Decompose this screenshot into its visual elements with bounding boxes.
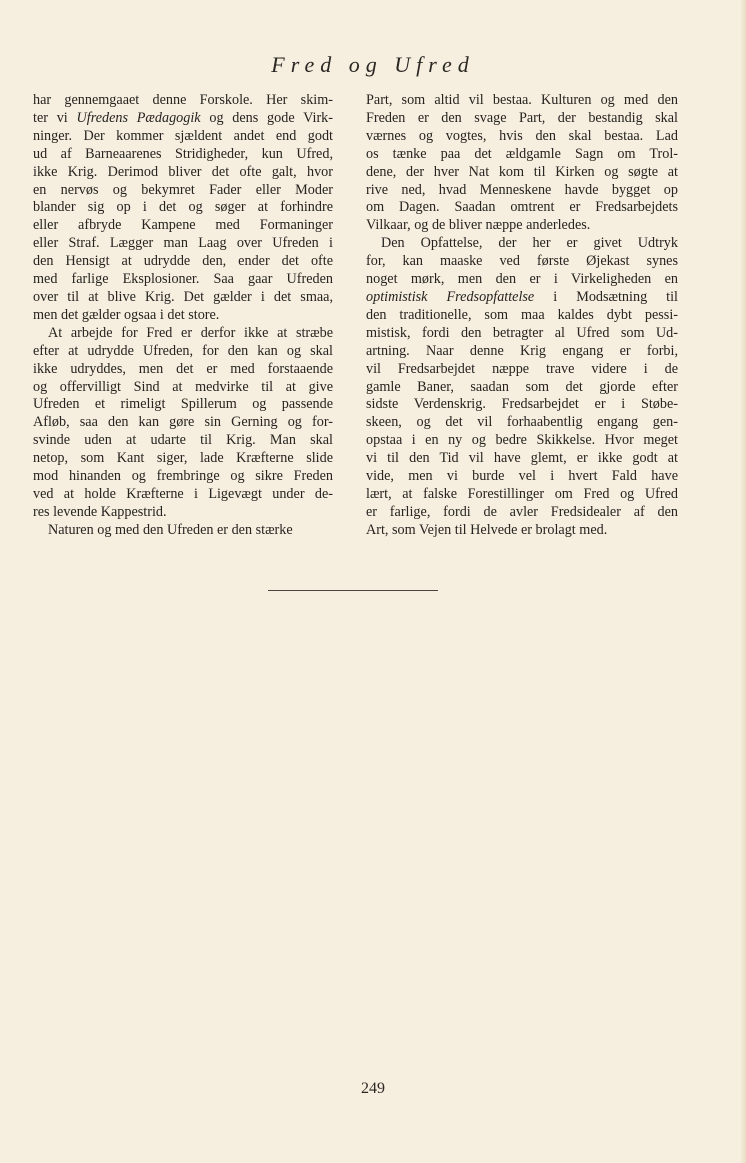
text-line: en nervøs og bekymret Fader eller Moder xyxy=(33,181,333,198)
text-line: opstaa i en ny og bedre Skikkelse. Hvor meget xyxy=(366,432,678,449)
text-line: mistisk, fordi den betragter al Ufred som Ud- xyxy=(366,324,678,341)
text-line: Den Opfattelse, der her er givet Udtryk xyxy=(381,235,678,252)
text-line: Afløb, saa den kan gøre sin Gerning og for- xyxy=(33,414,333,431)
text-line: eller afbryde Kampene med Formaninger xyxy=(33,217,333,234)
text-line: ninger. Der kommer sjældent andet end godt xyxy=(33,127,333,144)
text-line: værnes og vogtes, hvis den skal bestaa. Lad xyxy=(366,127,678,144)
running-title: Fred og Ufred xyxy=(271,52,475,77)
text-line: artning. Naar denne Krig engang er forbi, xyxy=(366,342,678,359)
text-line: blander sig op i det og søger at forhindre xyxy=(33,199,333,216)
text-line: noget mørk, men den er i Virkeligheden en xyxy=(366,271,678,288)
text-line: efter at udrydde Ufreden, for den kan og skal xyxy=(33,342,333,359)
page-edge-shadow xyxy=(740,0,746,1163)
text-line: om Dagen. Saadan omtrent er Fredsarbejdets xyxy=(366,199,678,216)
text-line: Ufreden et rimeligt Spillerum og passende xyxy=(33,396,333,413)
text-line: over til at blive Krig. Det gælder i det smaa, xyxy=(33,288,333,305)
text-line: for, kan maaske ved første Øjekast synes xyxy=(366,253,678,270)
text-line: har gennemgaaet denne Forskole. Her skim- xyxy=(33,92,333,108)
text-line: eller Straf. Lægger man Laag over Ufreden i xyxy=(33,235,333,252)
page-number: 249 xyxy=(361,1080,385,1097)
left-text-column xyxy=(33,92,333,540)
text-line: optimistisk Fredsopfattelse i Modsætning til xyxy=(366,288,678,305)
text-line: vi til den Tid vil have glemt, er ikke godt at xyxy=(366,450,678,467)
text-line: Vilkaar, og de bliver næppe anderledes. xyxy=(366,217,591,234)
text-line: rive ned, hvad Menneskene havde bygget op xyxy=(366,181,678,198)
text-line: At arbejde for Fred er derfor ikke at stræbe xyxy=(48,324,333,341)
text-line: med farlige Eksplosioner. Saa gaar Ufreden xyxy=(33,271,333,288)
text-line: vide, men vi burde vel i hvert Fald have xyxy=(366,468,678,485)
text-line: vil Fredsarbejdet næppe trave videre i de xyxy=(366,360,678,377)
text-line: res levende Kappestrid. xyxy=(33,503,167,520)
section-divider xyxy=(268,590,438,591)
text-line: lært, at falske Forestillinger om Fred og Ufred xyxy=(366,485,678,502)
text-line: gamle Baner, saadan som det gjorde efter xyxy=(366,378,678,395)
text-line: mod hinanden og frembringe og sikre Freden xyxy=(33,468,333,485)
text-line: os tænke paa det ældgamle Sagn om Trol- xyxy=(366,145,678,162)
text-line: skeen, og det vil forhaabentlig engang gen- xyxy=(366,414,678,431)
text-line: ter vi Ufredens Pædagogik og dens gode Virk- xyxy=(33,109,333,126)
text-line: og offervilligt Sind at medvirke til at give xyxy=(33,378,333,395)
text-line: ikke udryddes, men det er med forstaaende xyxy=(33,360,333,377)
text-line: den Hensigt at udrydde den, ender det ofte xyxy=(33,253,333,270)
text-line: Naturen og med den Ufreden er den stærke xyxy=(48,521,293,538)
right-text-column xyxy=(366,92,678,540)
text-line: den traditionelle, som maa kaldes dybt pessi- xyxy=(366,306,678,323)
text-line: Part, som altid vil bestaa. Kulturen og med den xyxy=(366,92,678,108)
text-line: ved at holde Kræfterne i Ligevægt under de- xyxy=(33,485,333,502)
text-line: svinde uden at udarte til Krig. Man skal xyxy=(33,432,333,449)
text-line: ikke Krig. Derimod bliver det ofte galt, hvor xyxy=(33,163,333,180)
text-line: ud af Barneaarenes Stridigheder, kun Ufred, xyxy=(33,145,333,162)
text-line: men det gælder ogsaa i det store. xyxy=(33,306,220,323)
text-line: dene, der hver Nat kom til Kirken og søgte at xyxy=(366,163,678,180)
text-line: Art, som Vejen til Helvede er brolagt med. xyxy=(366,521,608,538)
text-line: sidste Verdenskrig. Fredsarbejdet er i Støbe- xyxy=(366,396,678,413)
text-line: netop, som Kant siger, lade Kræfterne slide xyxy=(33,450,333,467)
text-line: er farlige, fordi de avler Fredsidealer af den xyxy=(366,503,678,520)
text-line: Freden er den svage Part, der bestandig skal xyxy=(366,109,678,126)
